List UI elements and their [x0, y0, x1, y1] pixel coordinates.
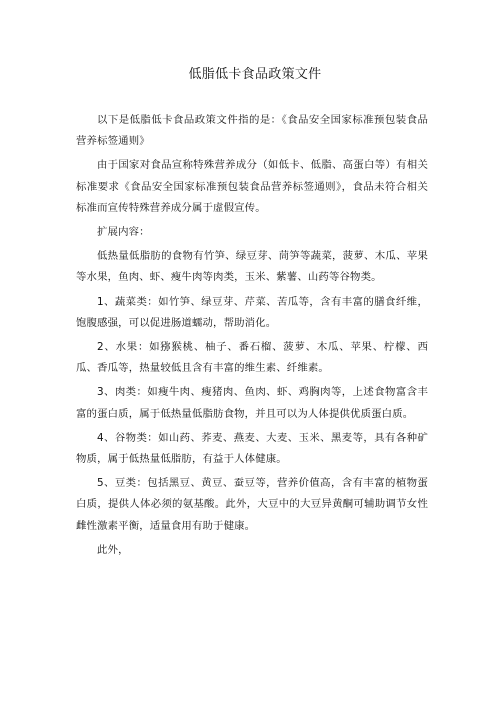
paragraph-continuation: 此外，	[97, 543, 129, 556]
paragraph-vegetables: 1、蔬菜类：如竹笋、绿豆芽、芹菜、苦瓜等，含有丰富的膳食纤维，饱腹感强，可以促进肠道蠕动，帮助消化。	[76, 295, 428, 329]
paragraph-extension-heading: 扩展内容：	[97, 226, 150, 239]
paragraph-meats: 3、肉类：如瘦牛肉、瘦猪肉、鱼肉、虾、鸡胸肉等，上述食物富含丰富的蛋白质，属于低热量低脂肪食物，并且可以为人体提供优质蛋白质。	[76, 386, 428, 420]
document-title: 低脂低卡食品政策文件	[188, 67, 322, 82]
paragraph-grains: 4、谷物类：如山药、荞麦、燕麦、大麦、玉米、黑麦等，具有各种矿物质，属于低热量低脂肪，有益于人体健康。	[76, 431, 428, 466]
paragraph-food-overview: 低热量低脂肪的食物有竹笋、绿豆芽、茼笋等蔬菜，菠萝、木瓜、苹果等水果，鱼肉、虾、瘦牛肉等肉类，玉米、紫薯、山药等谷物类。	[76, 250, 428, 284]
paragraph-fruits: 2、水果：如猕猴桃、柚子、番石榴、菠萝、木瓜、苹果、柠檬、西瓜、香瓜等，热量较低且含有丰富的维生素、纤维素。	[76, 341, 428, 375]
paragraph-standard: 由于国家对食品宣称特殊营养成分（如低卡、低脂、高蛋白等）有相关标准要求《食品安全国家标准预包装食品营养标签通则》，食品未符合相关标准而宣传特殊营养成分属于虚假宣传。	[76, 159, 428, 214]
paragraph-beans: 5、豆类：包括黑豆、黄豆、蚕豆等，营养价值高，含有丰富的植物蛋白质，提供人体必须的氨基酸。此外，大豆中的大豆异黄酮可辅助调节女性雌性激素平衡，适量食用有助于健康。	[76, 477, 428, 532]
paragraph-intro: 以下是低脂低卡食品政策文件指的是：《食品安全国家标准预包装食品营养标签通则》	[76, 114, 428, 148]
